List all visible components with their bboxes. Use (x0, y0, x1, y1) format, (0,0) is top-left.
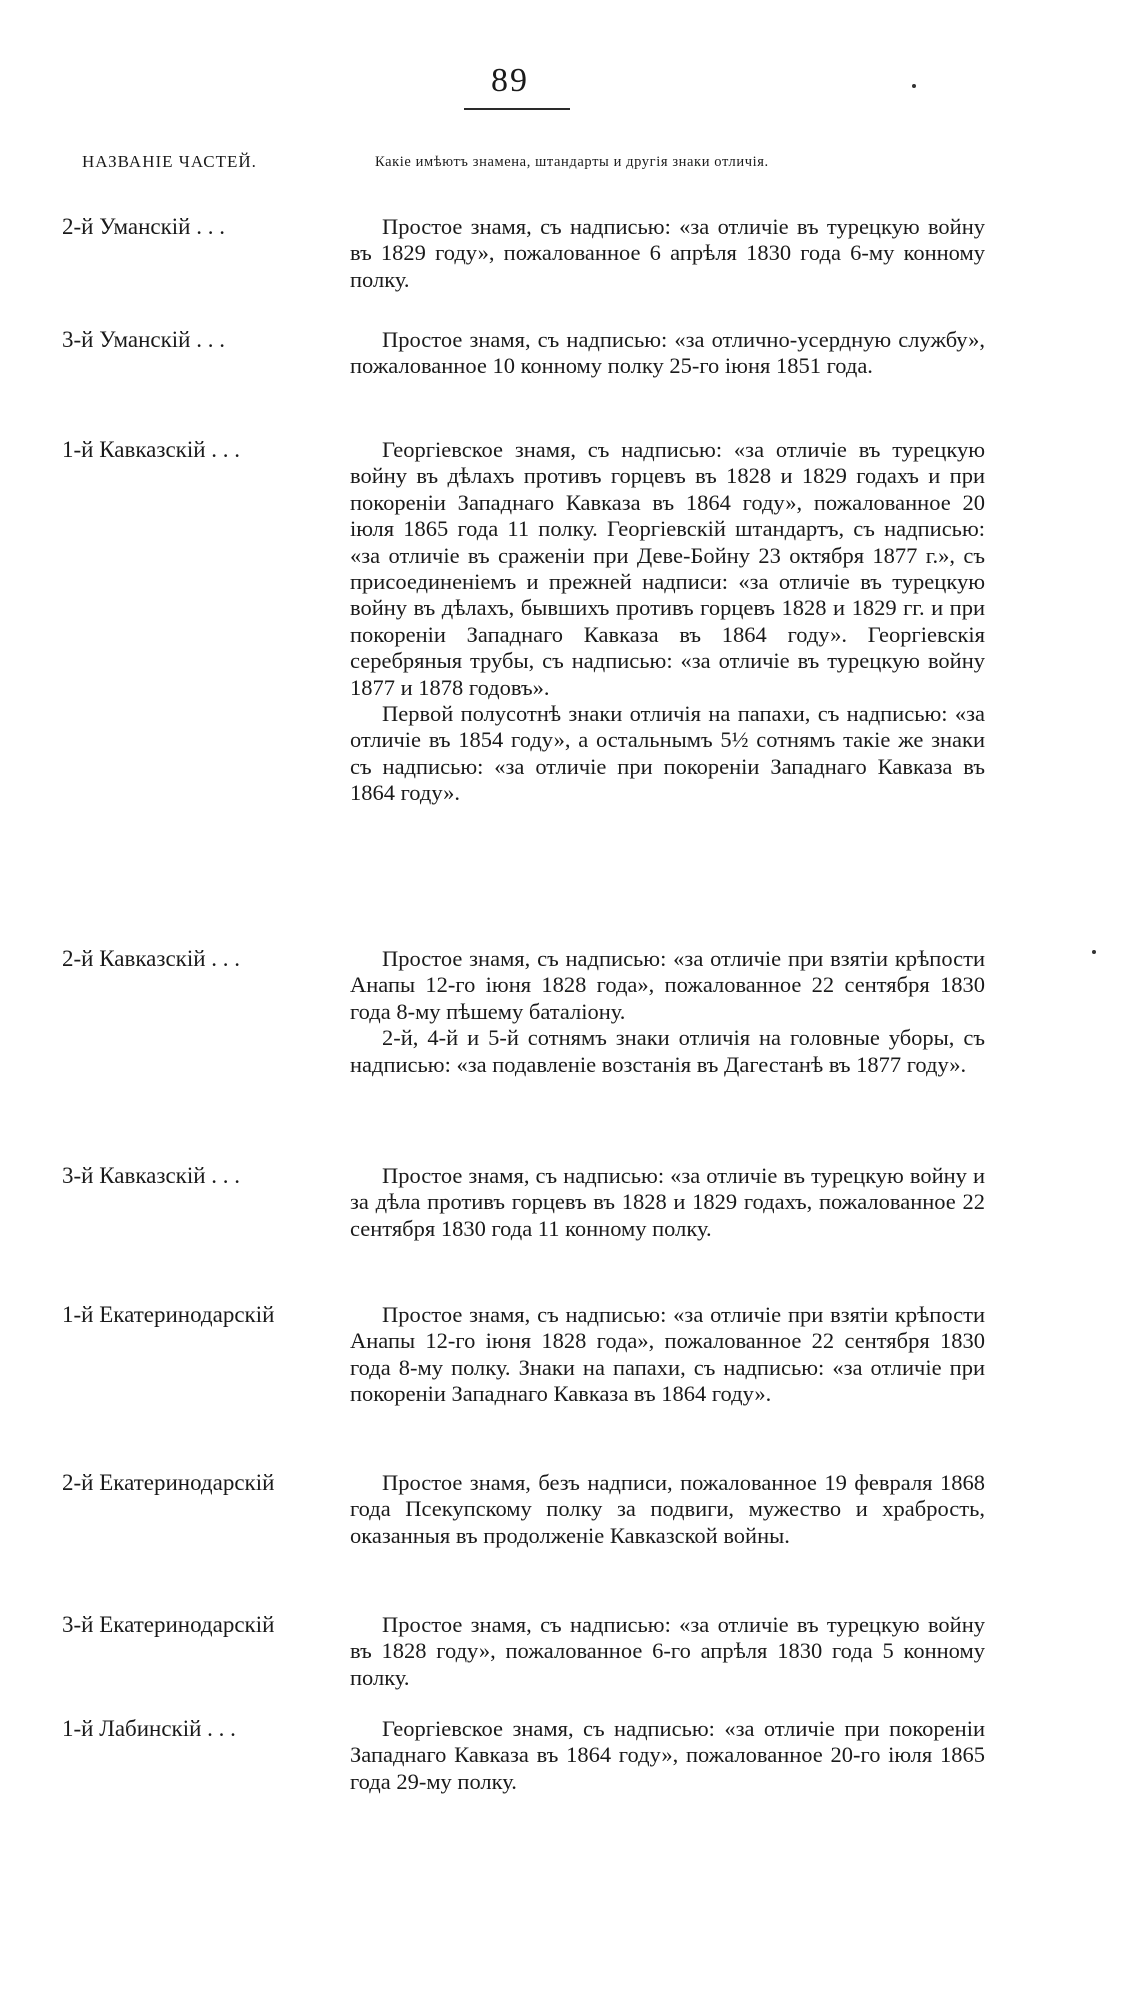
description-paragraph: Простое знамя, съ надписью: «за отличіе въ турецкую войну въ 1829 году», пожалованное 6 апрѣля 1830 года 6-му конному полку. (350, 214, 985, 292)
description-paragraph: Простое знамя, безъ надписи, пожалованное 19 февраля 1868 года Псекупскому полку за подвиги, мужество и храбрость, оказанныя въ продолженіе Кавказской войны. (350, 1470, 985, 1548)
description-paragraph: Простое знамя, съ надписью: «за отличіе при взятіи крѣпости Анапы 12-го іюня 1828 года», пожалованное 22 сентября 1830 года 8-му полку. Знаки на папахи, съ надписью: «за отличіе при покореніи Западнаго Кавказа въ 1864 году». (350, 1302, 985, 1407)
page-number: 89 (491, 62, 529, 99)
column-header-distinctions: Какіе имѣютъ знамена, штандарты и другія знаки отличія. (375, 154, 769, 170)
description-paragraph: Простое знамя, съ надписью: «за отличіе въ турецкую войну въ 1828 году», пожалованное 6-го апрѣля 1830 года 5 конному полку. (350, 1612, 985, 1690)
column-header (0, 152, 1140, 182)
column-header-parts: НАЗВАНІЕ ЧАСТЕЙ. (82, 152, 257, 171)
unit-name: 2-й Уманскій . . . (62, 214, 225, 239)
description-paragraph: Георгіевское знамя, съ надписью: «за отличіе при покореніи Западнаго Кавказа въ 1864 году», пожалованное 20-го іюля 1865 года 29-му полку. (350, 1716, 985, 1794)
unit-description (350, 327, 985, 380)
unit-name: 2-й Кавказскій . . . (62, 946, 241, 971)
description-paragraph: Простое знамя, съ надписью: «за отлично-усердную службу», пожалованное 10 конному полку 25-го іюня 1851 года. (350, 327, 985, 379)
unit-name: 2-й Екатеринодарскій (62, 1470, 275, 1495)
description-paragraph: Георгіевское знамя, съ надписью: «за отличіе въ турецкую войну въ дѣлахъ противъ горцевъ въ 1828 и 1829 годахъ и при покореніи Западнаго Кавказа въ 1864 году», пожалованное 20 іюля 1865 года 11 полку. Георгіевскій штандартъ, съ надписью: «за отличіе въ сраженіи при Деве-Бойну 23 октября 1877 г.», съ присоединеніемъ и прежней надписи: «за отличіе въ турецкую войну въ дѣлахъ, бывшихъ противъ горцевъ 1828 и 1829 гг. и при покореніи Западнаго Кавказа въ 1864 году». Георгіевскія серебряныя трубы, съ надписью: «за отличіе въ турецкую войну 1877 и 1878 годовъ». (350, 437, 985, 700)
unit-name: 1-й Лабинскій . . . (62, 1716, 236, 1741)
ink-speck (1092, 950, 1096, 954)
page-number-rule (464, 108, 570, 110)
description-paragraph: Простое знамя, съ надписью: «за отличіе въ турецкую войну и за дѣла противъ горцевъ въ 1828 и 1829 годахъ, пожалованное 22 сентября 1830 года 11 конному полку. (350, 1163, 985, 1241)
unit-description (350, 1470, 985, 1549)
unit-description (350, 1302, 985, 1408)
unit-name: 3-й Кавказскій . . . (62, 1163, 241, 1188)
unit-description (350, 1163, 985, 1242)
unit-name: 3-й Екатеринодарскій (62, 1612, 275, 1637)
ink-speck (912, 84, 916, 88)
unit-description (350, 1612, 985, 1691)
unit-description (350, 1716, 985, 1795)
unit-name: 1-й Кавказскій . . . (62, 437, 241, 462)
description-paragraph: Первой полусотнѣ знаки отличія на папахи, съ надписью: «за отличіе въ 1854 году», а остальнымъ 5½ сотнямъ такіе же знаки съ надписью: «за отличіе при покореніи Западнаго Кавказа въ 1864 году». (350, 701, 985, 806)
unit-description (350, 214, 985, 293)
unit-name: 3-й Уманскій . . . (62, 327, 225, 352)
description-paragraph: Простое знамя, съ надписью: «за отличіе при взятіи крѣпости Анапы 12-го іюня 1828 года», пожалованное 22 сентября 1830 года 8-му пѣшему баталіону. (350, 946, 985, 1024)
unit-description (350, 437, 985, 807)
unit-description (350, 946, 985, 1078)
unit-name: 1-й Екатеринодарскій (62, 1302, 275, 1327)
description-paragraph: 2-й, 4-й и 5-й сотнямъ знаки отличія на головные уборы, съ надписью: «за подавленіе возстанія въ Дагестанѣ въ 1877 году». (350, 1025, 985, 1077)
